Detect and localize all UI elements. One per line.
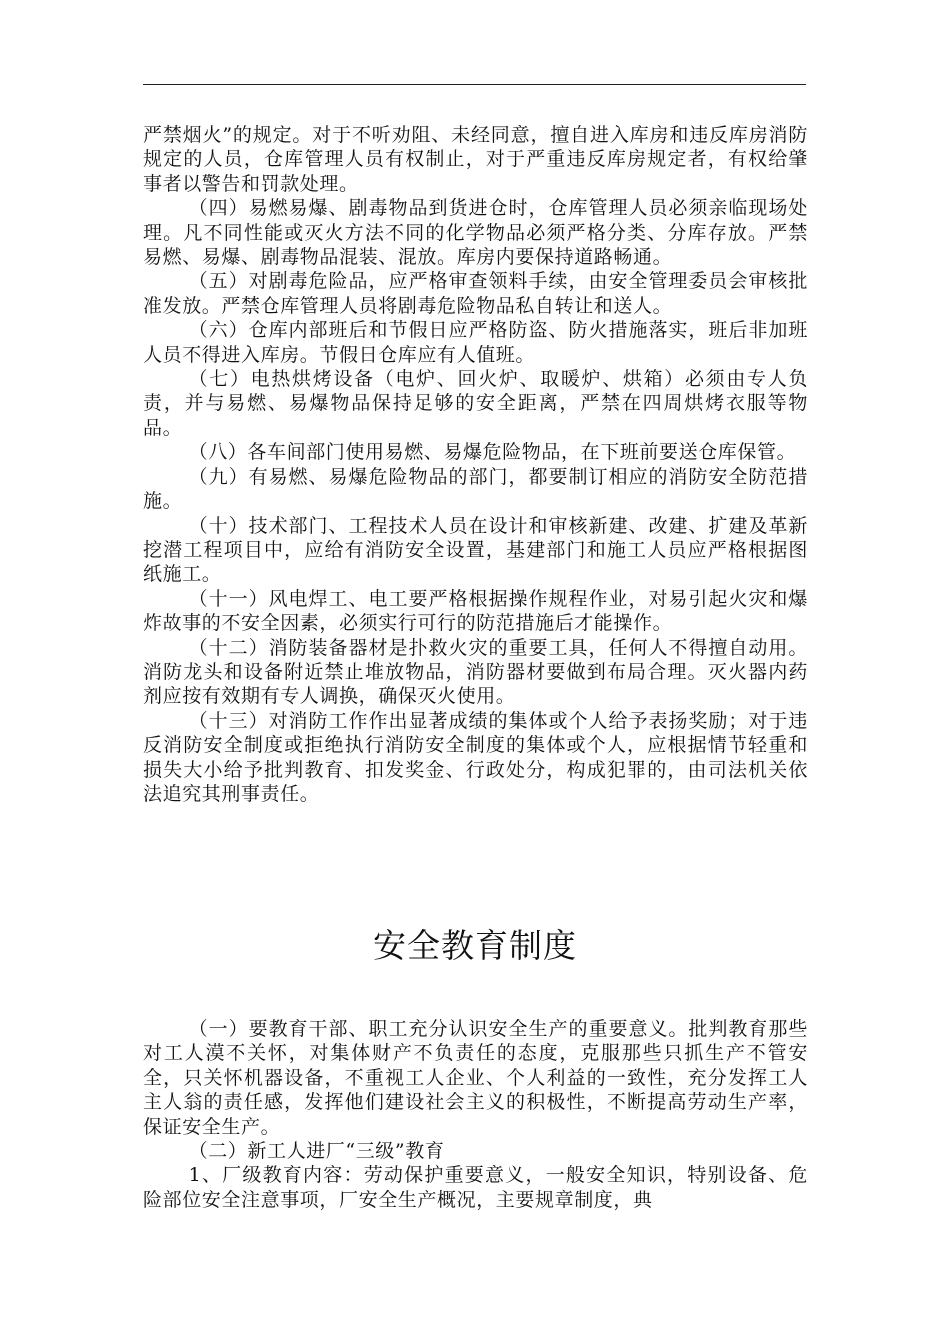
paragraph-item-11: （十一）风电焊工、电工要严格根据操作规程作业，对易引起火灾和爆炸故事的不安全因素，必须实行可行的防范措施后才能操作。 — [143, 587, 808, 635]
paragraph-item-8: （八）各车间部门使用易燃、易爆危险物品，在下班前要送仓库保管。 — [188, 441, 797, 464]
paragraph-item-2: （二）新工人进厂“三级”教育 — [188, 1140, 445, 1163]
paragraph-item-9: （九）有易燃、易爆危险物品的部门，都要制订相应的消防安全防范措施。 — [143, 465, 808, 513]
paragraph-item-6: （六）仓库内部班后和节假日应严格防盗、防火措施落实，班后非加班人员不得进入库房。节假日仓库应有人值班。 — [143, 319, 808, 366]
paragraph-item-7: （七）电热烘烤设备（电炉、回火炉、取暖炉、烘箱）必须由专人负责，并与易燃、易爆物品保持足够的安全距离，严禁在四周烘烤衣服等物品。 — [143, 368, 808, 439]
paragraph-item-1: （一）要教育干部、职工充分认识安全生产的重要意义。批判教育那些对工人漠不关怀，对集体财产不负责任的态度，克服那些只抓生产不管安全，只关怀机器设备，不重视工人企业、个人利益的一致性，充分发挥工人主人翁的责任感，发挥他们建设社会主义的积极性，不断提高劳动生产率，保证安全生产。 — [143, 1018, 808, 1138]
paragraph-item-13: （十三）对消防工作作出显著成绩的集体或个人给予表扬奖励；对于违反消防安全制度或拒绝执行消防安全制度的集体或个人，应根据情节轻重和损失大小给予批判教育、扣发奖金、行政处分，构成犯罪的，由司法机关依法追究其刑事责任。 — [143, 709, 808, 805]
paragraph-item-10: （十）技术部门、工程技术人员在设计和审核新建、改建、扩建及革新挖潜工程项目中，应给有消防安全设置，基建部门和施工人员应严格根据图纸施工。 — [143, 514, 808, 586]
safety-education-section — [143, 1017, 808, 1212]
header-rule — [143, 84, 806, 85]
paragraph-item-5: （五）对剧毒危险品，应严格审查领料手续，由安全管理委员会审核批准发放。严禁仓库管理人员将剧毒危险物品私自转让和送人。 — [143, 270, 808, 317]
paragraph-subitem-1: 1、厂级教育内容：劳动保护重要意义，一般安全知识，特别设备、危险部位安全注意事项，厂安全生产概况，主要规章制度，典 — [143, 1164, 808, 1211]
paragraph-continuation: 严禁烟火”的规定。对于不听劝阻、未经同意，擅自进入库房和违反库房消防规定的人员，仓库管理人员有权制止，对于严重违反库房规定者，有权给肇事者以警告和罚款处理。 — [143, 124, 808, 195]
paragraph-item-12: （十二）消防装备器材是扑救火灾的重要工具，任何人不得擅自动用。消防龙头和设备附近禁止堆放物品，消防器材要做到布局合理。灭火器内药剂应按有效期有专人调换，确保灭火使用。 — [143, 636, 808, 708]
section-title: 安全教育制度 — [373, 926, 577, 965]
paragraph-item-4: （四）易燃易爆、剧毒物品到货进仓时，仓库管理人员必须亲临现场处理。凡不同性能或灭火方法不同的化学物品必须严格分类、分库存放。严禁易燃、易爆、剧毒物品混装、混放。库房内要保持道路畅通。 — [143, 197, 808, 269]
fire-safety-rules-section — [143, 123, 808, 806]
